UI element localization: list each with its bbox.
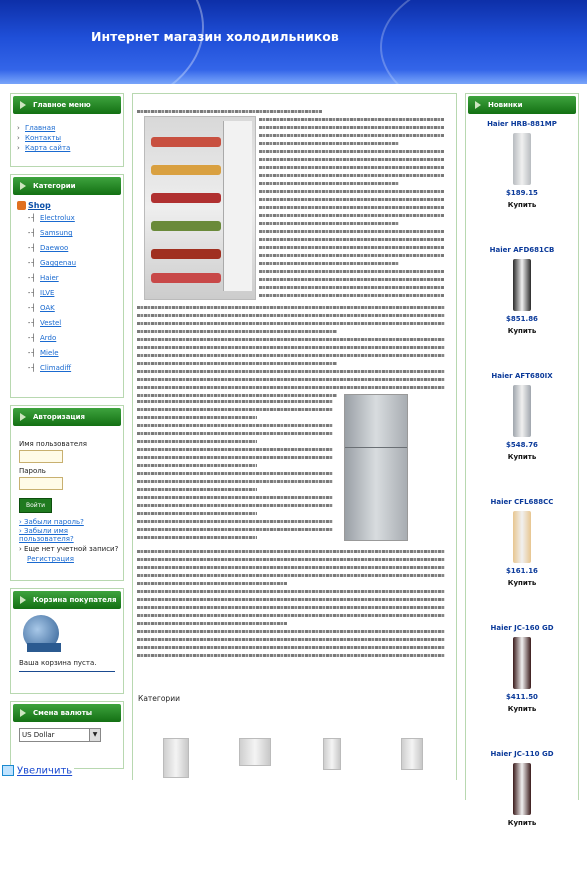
cart-divider	[19, 671, 115, 672]
text-line	[137, 440, 257, 443]
text-line	[259, 174, 444, 177]
text-line	[259, 254, 444, 257]
text-line	[137, 536, 257, 539]
text-line	[137, 646, 445, 649]
text-line	[137, 622, 287, 625]
tree-connector-icon: -┤	[27, 319, 36, 327]
site-title: Интернет магазин холодильников	[91, 29, 339, 44]
category-link-ardo[interactable]: -┤ Ardo	[27, 334, 57, 342]
product-price: $161.16	[506, 567, 538, 575]
currency-box	[10, 701, 124, 769]
no-account-text: › Еще нет учетной записи?	[19, 545, 119, 553]
text-line	[137, 472, 333, 475]
text-line	[259, 182, 399, 185]
buy-button[interactable]: Купить	[507, 819, 537, 827]
tree-connector-icon: -┤	[27, 304, 36, 312]
product-image[interactable]	[513, 385, 531, 437]
text-line	[137, 306, 445, 309]
left-column	[10, 93, 124, 779]
fridge-open-image	[144, 116, 256, 300]
text-line	[137, 614, 445, 617]
menu-item-home[interactable]: › Главная	[17, 124, 56, 132]
text-line	[137, 598, 445, 601]
login-button[interactable]: Войти	[19, 498, 52, 513]
tree-connector-icon: -┤	[27, 334, 36, 342]
buy-button[interactable]: Купить	[507, 579, 537, 587]
tree-root-shop[interactable]: Shop	[17, 201, 123, 210]
text-line	[259, 198, 444, 201]
tree-connector-icon: -┤	[27, 214, 36, 222]
text-line	[137, 630, 445, 633]
product-image[interactable]	[513, 259, 531, 311]
text-line	[137, 314, 445, 317]
product-card	[466, 372, 578, 495]
buy-button[interactable]: Купить	[507, 453, 537, 461]
product-name-link[interactable]: Haier AFT680IX	[491, 372, 553, 380]
enlarge-link[interactable]: Увеличить	[0, 765, 74, 777]
text-line	[137, 346, 445, 349]
header-shine	[0, 70, 587, 84]
text-line	[259, 222, 399, 225]
text-line	[137, 550, 445, 553]
text-line	[137, 582, 287, 585]
text-line	[137, 448, 333, 451]
chevron-right-icon: ›	[19, 518, 25, 526]
text-line	[259, 118, 444, 121]
main-content	[132, 93, 457, 780]
text-line	[259, 286, 444, 289]
tree-connector-icon: -┤	[27, 289, 36, 297]
tree-connector-icon: -┤	[27, 349, 36, 357]
site-header	[0, 0, 587, 84]
text-line	[259, 142, 399, 145]
text-line	[137, 370, 445, 373]
text-line	[259, 262, 399, 265]
product-name-link[interactable]: Haier JC-110 GD	[490, 750, 554, 758]
product-name-link[interactable]: Haier JC-160 GD	[490, 624, 554, 632]
text-line	[137, 400, 333, 403]
new-products-box	[465, 93, 579, 827]
chevron-right-icon: ›	[17, 144, 20, 152]
currency-select[interactable]: US Dollar ▼	[19, 728, 101, 742]
text-line	[137, 566, 445, 569]
product-price: $548.76	[506, 441, 538, 449]
text-line	[259, 214, 444, 217]
text-line	[137, 558, 445, 561]
product-name-link[interactable]: Haier CFL688CC	[490, 498, 554, 506]
text-line	[137, 378, 445, 381]
text-line	[259, 238, 444, 241]
cart-box	[10, 588, 124, 694]
category-link-vestel[interactable]: -┤ Vestel	[27, 319, 62, 327]
product-card	[466, 750, 578, 873]
new-products-title: Новинки	[468, 96, 576, 114]
currency-title: Смена валюты	[13, 704, 121, 722]
menu-item-sitemap[interactable]: › Карта сайта	[17, 144, 71, 152]
forgot-password-link[interactable]: › Забыли пароль?	[19, 518, 84, 526]
category-link-electrolux[interactable]: -┤ Electrolux	[27, 214, 75, 222]
cart-title: Корзина покупателя	[13, 591, 121, 609]
right-column	[465, 93, 579, 827]
product-name-link[interactable]: Haier HRB-881MP	[487, 120, 557, 128]
tree-connector-icon: -┤	[27, 274, 36, 282]
categories-box	[10, 174, 124, 398]
text-line	[137, 416, 257, 419]
categories-title: Категории	[13, 177, 121, 195]
fridge-steel-image	[344, 394, 408, 541]
main-menu-title: Главное меню	[13, 96, 121, 114]
product-price: $411.50	[506, 693, 538, 701]
auth-title: Авторизация	[13, 408, 121, 426]
text-line	[137, 512, 257, 515]
home-icon	[17, 201, 26, 210]
chevron-right-icon: ›	[19, 545, 25, 553]
text-line	[137, 456, 333, 459]
image-icon	[2, 765, 14, 776]
product-card	[466, 498, 578, 621]
text-line	[259, 190, 444, 193]
product-card	[466, 246, 578, 369]
text-line	[137, 330, 337, 333]
category-thumb-4[interactable]	[401, 738, 423, 770]
categories-heading: Категории	[138, 694, 180, 703]
forgot-username-link[interactable]: › Забыли имя пользователя?	[19, 527, 74, 543]
tree-connector-icon: -┤	[27, 364, 36, 372]
virtuemart-logo-icon	[23, 615, 59, 651]
product-image[interactable]	[513, 763, 531, 815]
chevron-down-icon: ▼	[89, 729, 100, 741]
buy-button[interactable]: Купить	[507, 201, 537, 209]
text-line	[259, 206, 444, 209]
text-line	[137, 322, 445, 325]
category-link-haier[interactable]: -┤ Haier	[27, 274, 59, 282]
text-line	[259, 246, 444, 249]
text-line	[259, 230, 444, 233]
text-line	[137, 408, 333, 411]
register-link[interactable]: Регистрация	[27, 555, 74, 563]
category-link-gaggenau[interactable]: -┤ Gaggenau	[27, 259, 77, 267]
text-line	[137, 654, 445, 657]
text-line	[259, 134, 444, 137]
text-line	[259, 278, 444, 281]
text-line	[137, 574, 445, 577]
text-line	[137, 590, 445, 593]
text-line	[259, 126, 444, 129]
tree-connector-icon: -┤	[27, 244, 36, 252]
product-price: $189.15	[506, 189, 538, 197]
menu-item-contacts[interactable]: › Контакты	[17, 134, 62, 142]
text-line	[259, 270, 444, 273]
category-link-ilve[interactable]: -┤ ILVE	[27, 289, 55, 297]
text-line	[137, 362, 337, 365]
auth-box	[10, 405, 124, 581]
text-line	[137, 606, 445, 609]
category-thumb-3[interactable]	[323, 738, 341, 770]
product-image[interactable]	[513, 637, 531, 689]
text-line	[137, 480, 333, 483]
text-line	[137, 110, 322, 113]
category-thumb-1[interactable]	[163, 738, 189, 778]
cart-empty-text: Ваша корзина пуста.	[19, 659, 97, 667]
text-line	[137, 394, 337, 397]
username-label: Имя пользователя	[19, 440, 87, 448]
text-line	[137, 520, 333, 523]
username-input[interactable]	[19, 450, 63, 463]
product-name-link[interactable]: Haier AFD681CB	[489, 246, 555, 254]
text-line	[137, 386, 445, 389]
password-input[interactable]	[19, 477, 63, 490]
text-line	[259, 294, 444, 297]
product-price: $851.86	[506, 315, 538, 323]
text-line	[137, 432, 333, 435]
text-line	[259, 158, 444, 161]
category-link-climadiff[interactable]: -┤ Climadiff	[27, 364, 72, 372]
text-line	[137, 464, 257, 467]
text-line	[137, 338, 445, 341]
product-card	[466, 624, 578, 747]
chevron-right-icon: ›	[17, 124, 20, 132]
text-line	[259, 166, 444, 169]
category-thumb-2[interactable]	[239, 738, 271, 766]
password-label: Пароль	[19, 467, 46, 475]
text-line	[137, 528, 333, 531]
product-image[interactable]	[513, 511, 531, 563]
category-link-miele[interactable]: -┤ Miele	[27, 349, 59, 357]
category-link-samsung[interactable]: -┤ Samsung	[27, 229, 73, 237]
category-link-daewoo[interactable]: -┤ Daewoo	[27, 244, 69, 252]
buy-button[interactable]: Купить	[507, 705, 537, 713]
text-line	[137, 424, 333, 427]
text-line	[137, 504, 333, 507]
category-link-oak[interactable]: -┤ OAK	[27, 304, 55, 312]
text-line	[137, 354, 445, 357]
product-image[interactable]	[513, 133, 531, 185]
text-line	[137, 496, 333, 499]
buy-button[interactable]: Купить	[507, 327, 537, 335]
main-menu-box	[10, 93, 124, 167]
chevron-right-icon: ›	[17, 134, 20, 142]
text-line	[137, 488, 257, 491]
text-line	[259, 150, 444, 153]
chevron-right-icon: ›	[19, 527, 25, 535]
product-card	[466, 120, 578, 243]
tree-connector-icon: -┤	[27, 259, 36, 267]
tree-connector-icon: -┤	[27, 229, 36, 237]
text-line	[137, 638, 445, 641]
